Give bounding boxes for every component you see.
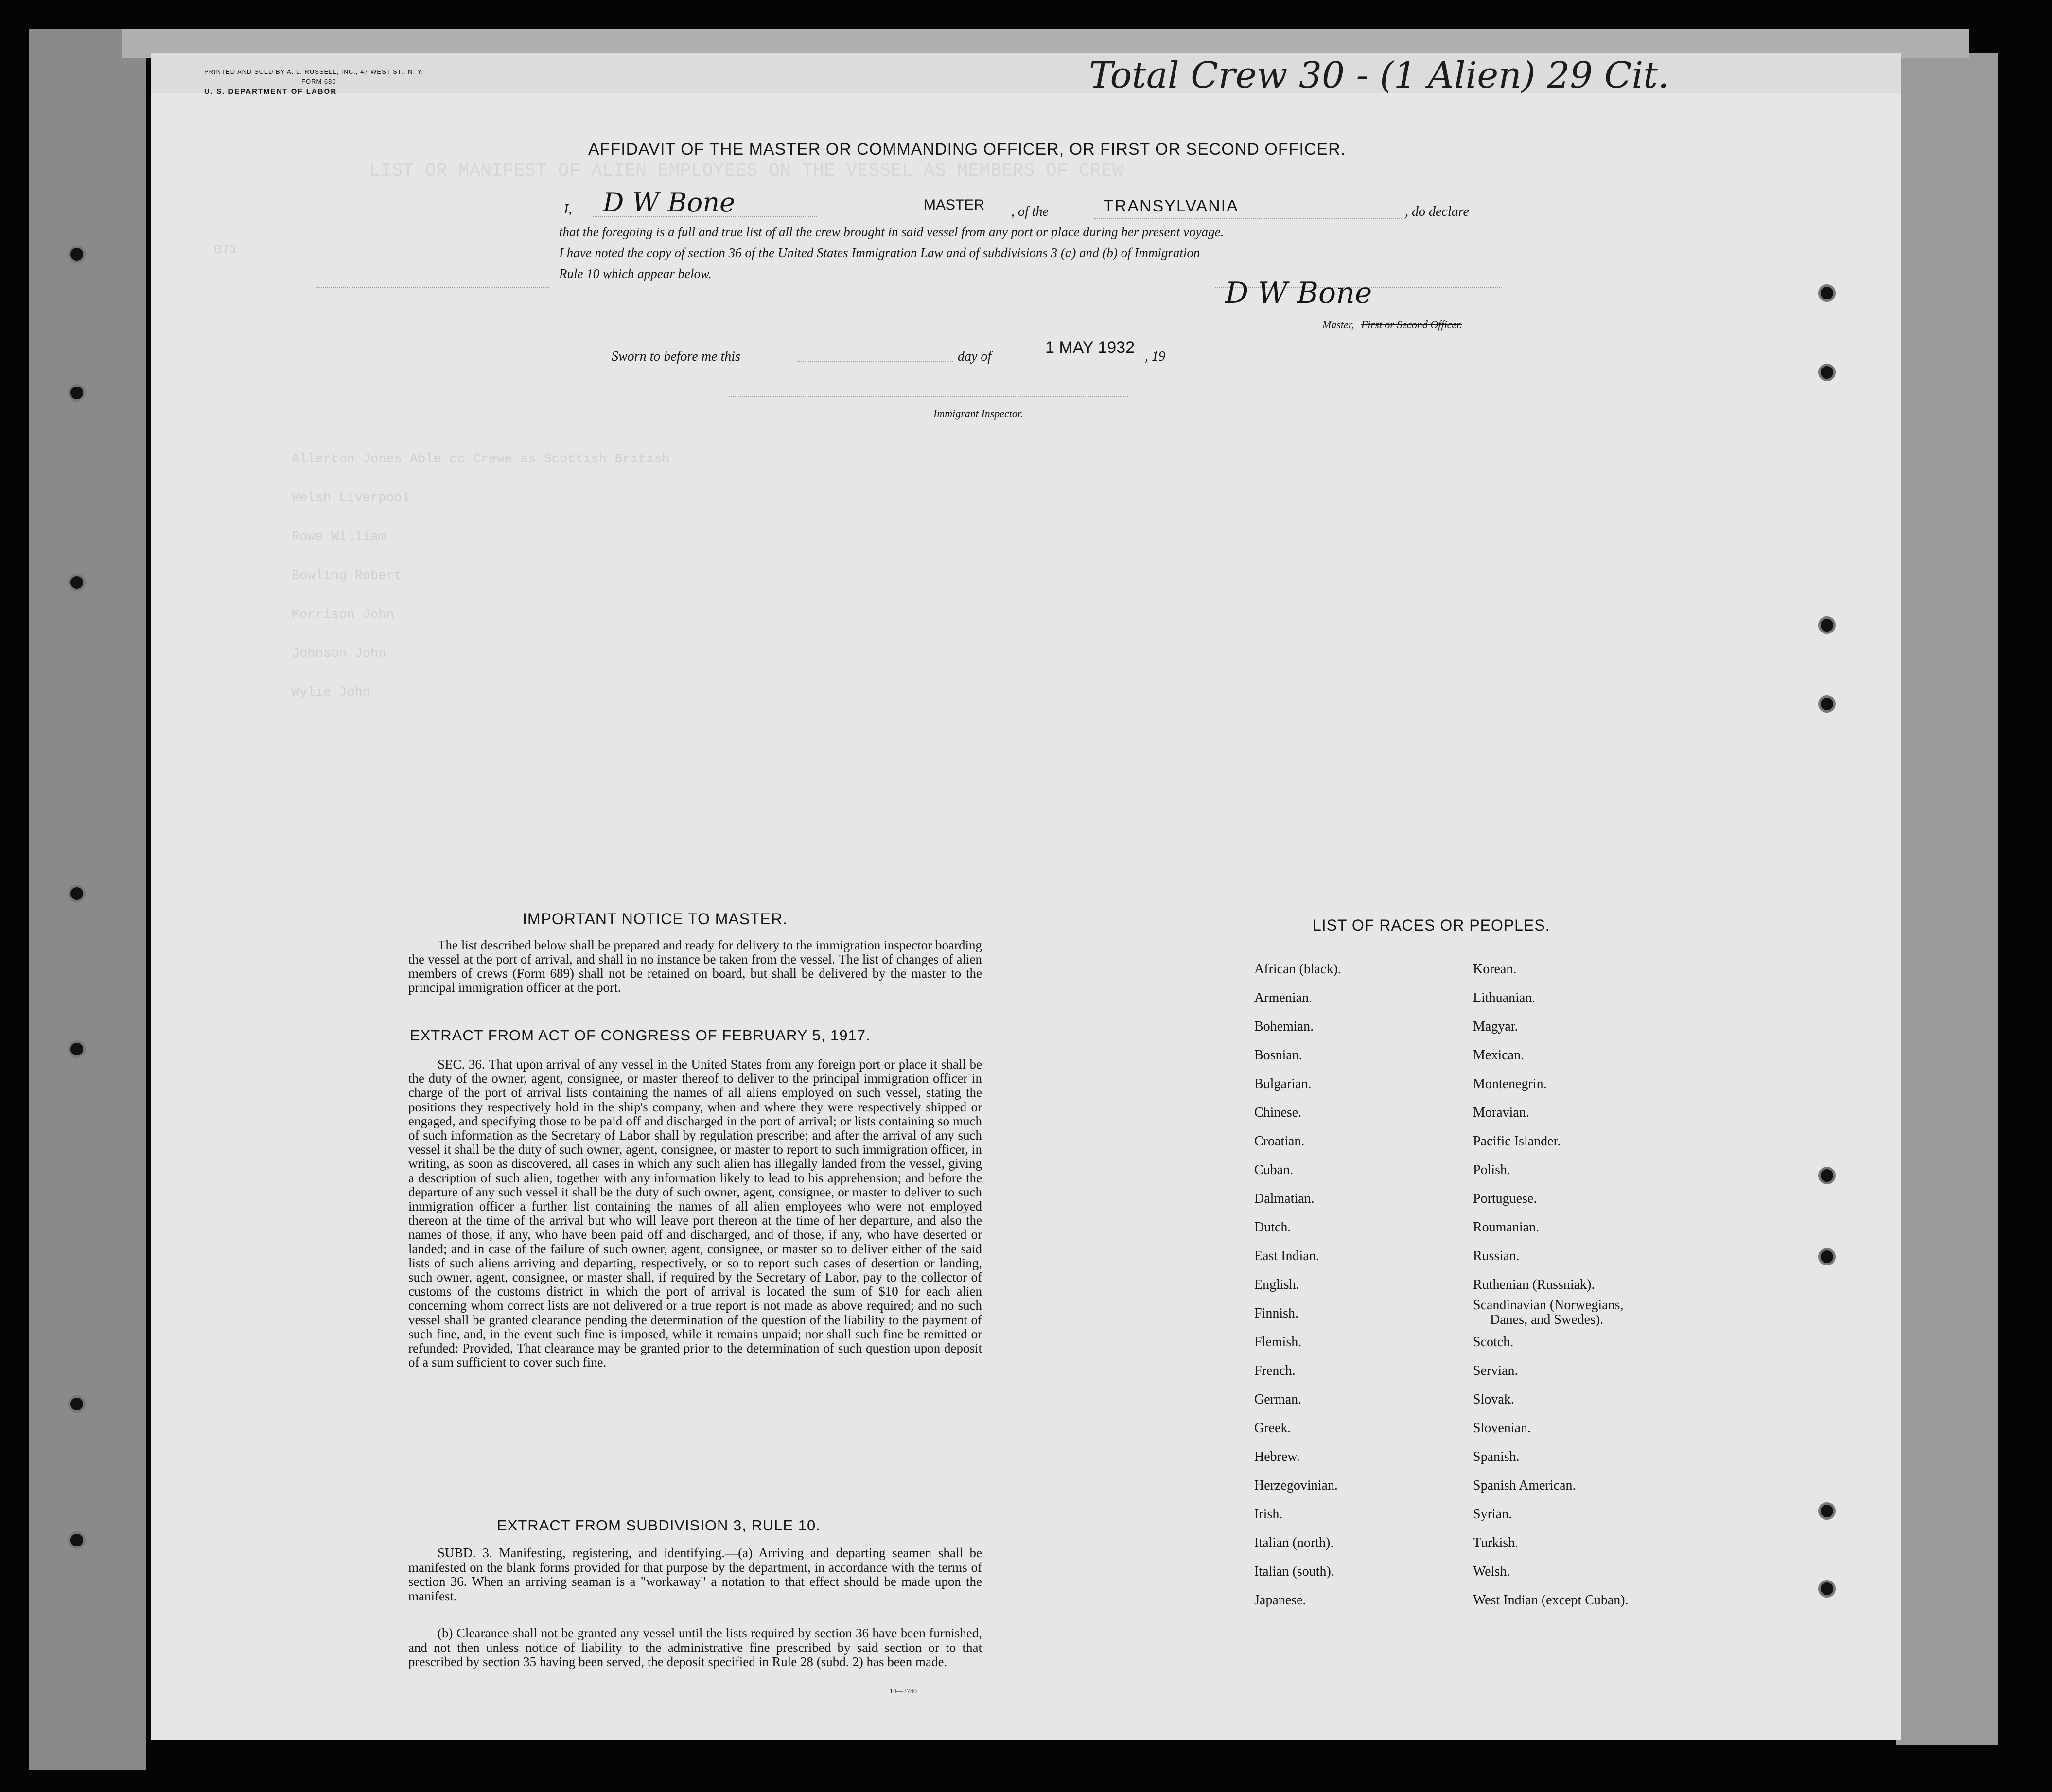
race-item: Pacific Islander. xyxy=(1473,1134,1561,1149)
race-item: German. xyxy=(1254,1392,1302,1407)
race-item: Flemish. xyxy=(1254,1335,1302,1350)
signature-caption-struck: First or Second Officer. xyxy=(1361,318,1462,331)
affidavit-line-2: that the foregoing is a full and true list of all the crew brought in said vessel from any port or place during her present voyage. xyxy=(559,225,1224,239)
year-suffix: , 19 xyxy=(1145,349,1165,364)
notice-body: The list described below shall be prepared and ready for delivery to the immigration inspector boarding the vessel at the port of arrival, and shall in no instance be taken from the vessel. The list of changes of alien members of crews (Form 689) shall not be retained on board, but shall be delivered by the master to the principal immigration officer at the port. xyxy=(408,938,982,995)
race-item: Lithuanian. xyxy=(1473,990,1536,1005)
bleedthrough-text: 071 xyxy=(214,243,238,258)
affidavit-title: AFFIDAVIT OF THE MASTER OR COMMANDING OFFICER, OR FIRST OR SECOND OFFICER. xyxy=(588,140,1346,158)
bleedthrough-text: Allerton Jones Able cc Crewe as Scottish British xyxy=(292,452,670,467)
underlying-page-right xyxy=(1896,53,1998,1745)
punch-hole xyxy=(68,1531,86,1549)
underlying-page-left xyxy=(29,29,146,1770)
race-item: Greek. xyxy=(1254,1421,1291,1436)
race-item: East Indian. xyxy=(1254,1248,1319,1264)
vessel-name: TRANSYLVANIA xyxy=(1104,197,1239,215)
punch-hole xyxy=(68,246,86,263)
punch-hole xyxy=(68,384,86,402)
race-item: Finnish. xyxy=(1254,1306,1299,1321)
day-of-label: day of xyxy=(958,349,992,364)
bleedthrough-text: LIST OR MANIFEST OF ALIEN EMPLOYEES ON THE VESSEL AS MEMBERS OF CREW xyxy=(369,160,1123,181)
of-the-label: , of the xyxy=(1011,204,1049,219)
punch-hole xyxy=(1818,1502,1836,1520)
race-item: Servian. xyxy=(1473,1363,1518,1378)
punch-hole xyxy=(68,1395,86,1413)
race-item: Spanish American. xyxy=(1473,1478,1576,1493)
race-item-continuation: Danes, and Swedes). xyxy=(1490,1312,1604,1327)
race-item: Bosnian. xyxy=(1254,1048,1302,1063)
race-item: Herzegovinian. xyxy=(1254,1478,1338,1493)
race-item: Cuban. xyxy=(1254,1162,1294,1177)
extract-act-title: EXTRACT FROM ACT OF CONGRESS OF FEBRUARY 5, 1917. xyxy=(410,1027,871,1044)
race-item: Roumanian. xyxy=(1473,1220,1540,1235)
races-title: LIST OF RACES OR PEOPLES. xyxy=(1313,916,1550,934)
punch-hole xyxy=(1818,695,1836,713)
race-item: Moravian. xyxy=(1473,1105,1529,1120)
punch-hole xyxy=(1818,1580,1836,1598)
officer-signature: D W Bone xyxy=(1225,276,1372,310)
race-item: Turkish. xyxy=(1473,1535,1519,1550)
document-page xyxy=(151,53,1901,1740)
do-declare-label: , do declare xyxy=(1405,204,1469,219)
subdivision-3a-text: SUBD. 3. Manifesting, registering, and identifying.—(a) Arriving and departing seamen shall be manifested on the blank forms provided for that purpose by the department, in accordance with the terms of section 36. When an arriving seaman is a "workaway" a notation to that effect should be made upon the manifest. xyxy=(408,1546,982,1603)
race-item: West Indian (except Cuban). xyxy=(1473,1593,1629,1608)
punch-hole xyxy=(68,574,86,591)
bleedthrough-text: Johnson John xyxy=(292,647,386,661)
race-item: Japanese. xyxy=(1254,1593,1306,1608)
notice-title: IMPORTANT NOTICE TO MASTER. xyxy=(523,910,788,928)
race-item: Bulgarian. xyxy=(1254,1076,1312,1091)
punch-hole xyxy=(1818,616,1836,634)
race-item: Welsh. xyxy=(1473,1564,1510,1579)
handwritten-crew-total: Total Crew 30 - (1 Alien) 29 Cit. xyxy=(1089,54,1669,96)
section-36-text: SEC. 36. That upon arrival of any vessel in the United States from any foreign port or place it shall be the duty of the owner, agent, consignee, or master thereof to deliver to the principal immigration officer in charge of the port of arrival lists containing the names of all aliens employed on such vessel, stating the positions they respectively hold in the ship's company, when and where they were respectively shipped or engaged, and specifying those to be paid off and discharged in the port of arrival; or lists containing so much of such information as the Secretary of Labor shall by regulation prescribe; and after the arrival of any such vessel it shall be the duty of such owner, agent, consignee, or master to report to such immigration officer, in writing, as soon as discovered, all cases in which any such alien has illegally landed from the vessel, giving a description of such alien, together with any information likely to lead to his apprehension; and before the departure of any such vessel it shall be the duty of such owner, agent, consignee, or master to deliver to such immigration officer a further list containing the names of all alien employees who were not employed thereon at the time of the arrival but who will leave port thereon at the time of her departure, and also the names of those, if any, who have been paid off and discharged, and of those, if any, who have deserted or landed; and in case of the failure of such owner, agent, consignee, or master so to deliver either of the said lists of such aliens arriving and departing, respectively, or so to report such cases of desertion or landing, such owner, agent, consignee, or master shall, if required by the Secretary of Labor, pay to the collector of customs of the customs district in which the port of arrival is located the sum of $10 for each alien concerning whom correct lists are not delivered or a true report is not made as above required; and no such vessel shall be granted clearance pending the determination of the question of the liability to the payment of such fine, and, in the event such fine is imposed, while it remains unpaid; nor shall such fine be remitted or refunded: Provided, That clearance may be granted prior to the determination of such question upon deposit of a sum sufficient to cover such fine. xyxy=(408,1057,982,1370)
race-item: Spanish. xyxy=(1473,1449,1520,1464)
punch-hole xyxy=(1818,1167,1836,1184)
date-stamp: 1 MAY 1932 xyxy=(1045,338,1135,357)
race-item: Croatian. xyxy=(1254,1134,1305,1149)
race-item: Korean. xyxy=(1473,962,1517,977)
inspector-signature-line xyxy=(729,396,1128,397)
race-item: African (black). xyxy=(1254,962,1341,977)
race-item: Italian (north). xyxy=(1254,1535,1334,1550)
race-item: Mexican. xyxy=(1473,1048,1524,1063)
race-item: Slovenian. xyxy=(1473,1421,1531,1436)
bleedthrough-text: Morrison John xyxy=(292,608,394,622)
master-signature-inline: D W Bone xyxy=(603,187,736,218)
sworn-label: Sworn to before me this xyxy=(612,349,740,364)
bleedthrough-text: Bowling Robert xyxy=(292,569,402,583)
form-number: FORM 680 xyxy=(301,78,336,85)
bleedthrough-text: Rowe William xyxy=(292,530,386,545)
race-item: Hebrew. xyxy=(1254,1449,1300,1464)
form-code: 14—2740 xyxy=(890,1688,917,1695)
affidavit-i-label: I, xyxy=(564,202,572,217)
punch-hole xyxy=(1818,284,1836,302)
race-item: English. xyxy=(1254,1277,1299,1292)
race-item: Armenian. xyxy=(1254,990,1312,1005)
punch-hole xyxy=(68,1040,86,1058)
race-item: Italian (south). xyxy=(1254,1564,1334,1579)
race-item: Scotch. xyxy=(1473,1335,1514,1350)
affidavit-line-3: I have noted the copy of section 36 of the United States Immigration Law and of subdivisions 3 (a) and (b) of Immigration xyxy=(559,246,1200,260)
race-item: Magyar. xyxy=(1473,1019,1518,1034)
bleedthrough-text: Welsh Liverpool xyxy=(292,491,410,506)
race-item: Ruthenian (Russniak). xyxy=(1473,1277,1595,1292)
subdivision-3b-text: (b) Clearance shall not be granted any vessel until the lists required by section 36 have been furnished, and not then unless notice of liability to the administrative fine prescribed by said section or to that prescribed by section 35 having been served, the deposit specified in Rule 28 (subd. 2) has been made. xyxy=(408,1626,982,1669)
race-item: Montenegrin. xyxy=(1473,1076,1547,1091)
race-item: Scandinavian (Norwegians, xyxy=(1473,1298,1624,1313)
race-item: Dutch. xyxy=(1254,1220,1291,1235)
signature-line xyxy=(593,216,817,217)
race-item: French. xyxy=(1254,1363,1296,1378)
race-item: Irish. xyxy=(1254,1507,1283,1522)
affidavit-line-4: Rule 10 which appear below. xyxy=(559,266,712,281)
sworn-day-line xyxy=(797,361,953,362)
punch-hole xyxy=(1818,1248,1836,1265)
race-item: Bohemian. xyxy=(1254,1019,1314,1034)
inspector-caption: Immigrant Inspector. xyxy=(933,407,1023,420)
department-name: U. S. DEPARTMENT OF LABOR xyxy=(204,88,337,96)
race-item: Syrian. xyxy=(1473,1507,1512,1522)
extract-rule-title: EXTRACT FROM SUBDIVISION 3, RULE 10. xyxy=(497,1517,821,1534)
race-item: Slovak. xyxy=(1473,1392,1514,1407)
bleedthrough-text: Wylie John xyxy=(292,685,371,700)
race-item: Dalmatian. xyxy=(1254,1191,1315,1206)
signature-line xyxy=(316,287,549,288)
race-item: Russian. xyxy=(1473,1248,1520,1264)
punch-hole xyxy=(68,885,86,902)
printer-line: PRINTED AND SOLD BY A. L. RUSSELL, INC., 47 WEST ST., N. Y. xyxy=(204,68,424,75)
signature-caption-master: Master, xyxy=(1322,318,1354,331)
punch-hole xyxy=(1818,364,1836,381)
race-item: Portuguese. xyxy=(1473,1191,1537,1206)
race-item: Chinese. xyxy=(1254,1105,1302,1120)
rank-field: MASTER xyxy=(924,197,985,213)
vessel-line xyxy=(1094,218,1405,219)
race-item: Polish. xyxy=(1473,1162,1511,1177)
